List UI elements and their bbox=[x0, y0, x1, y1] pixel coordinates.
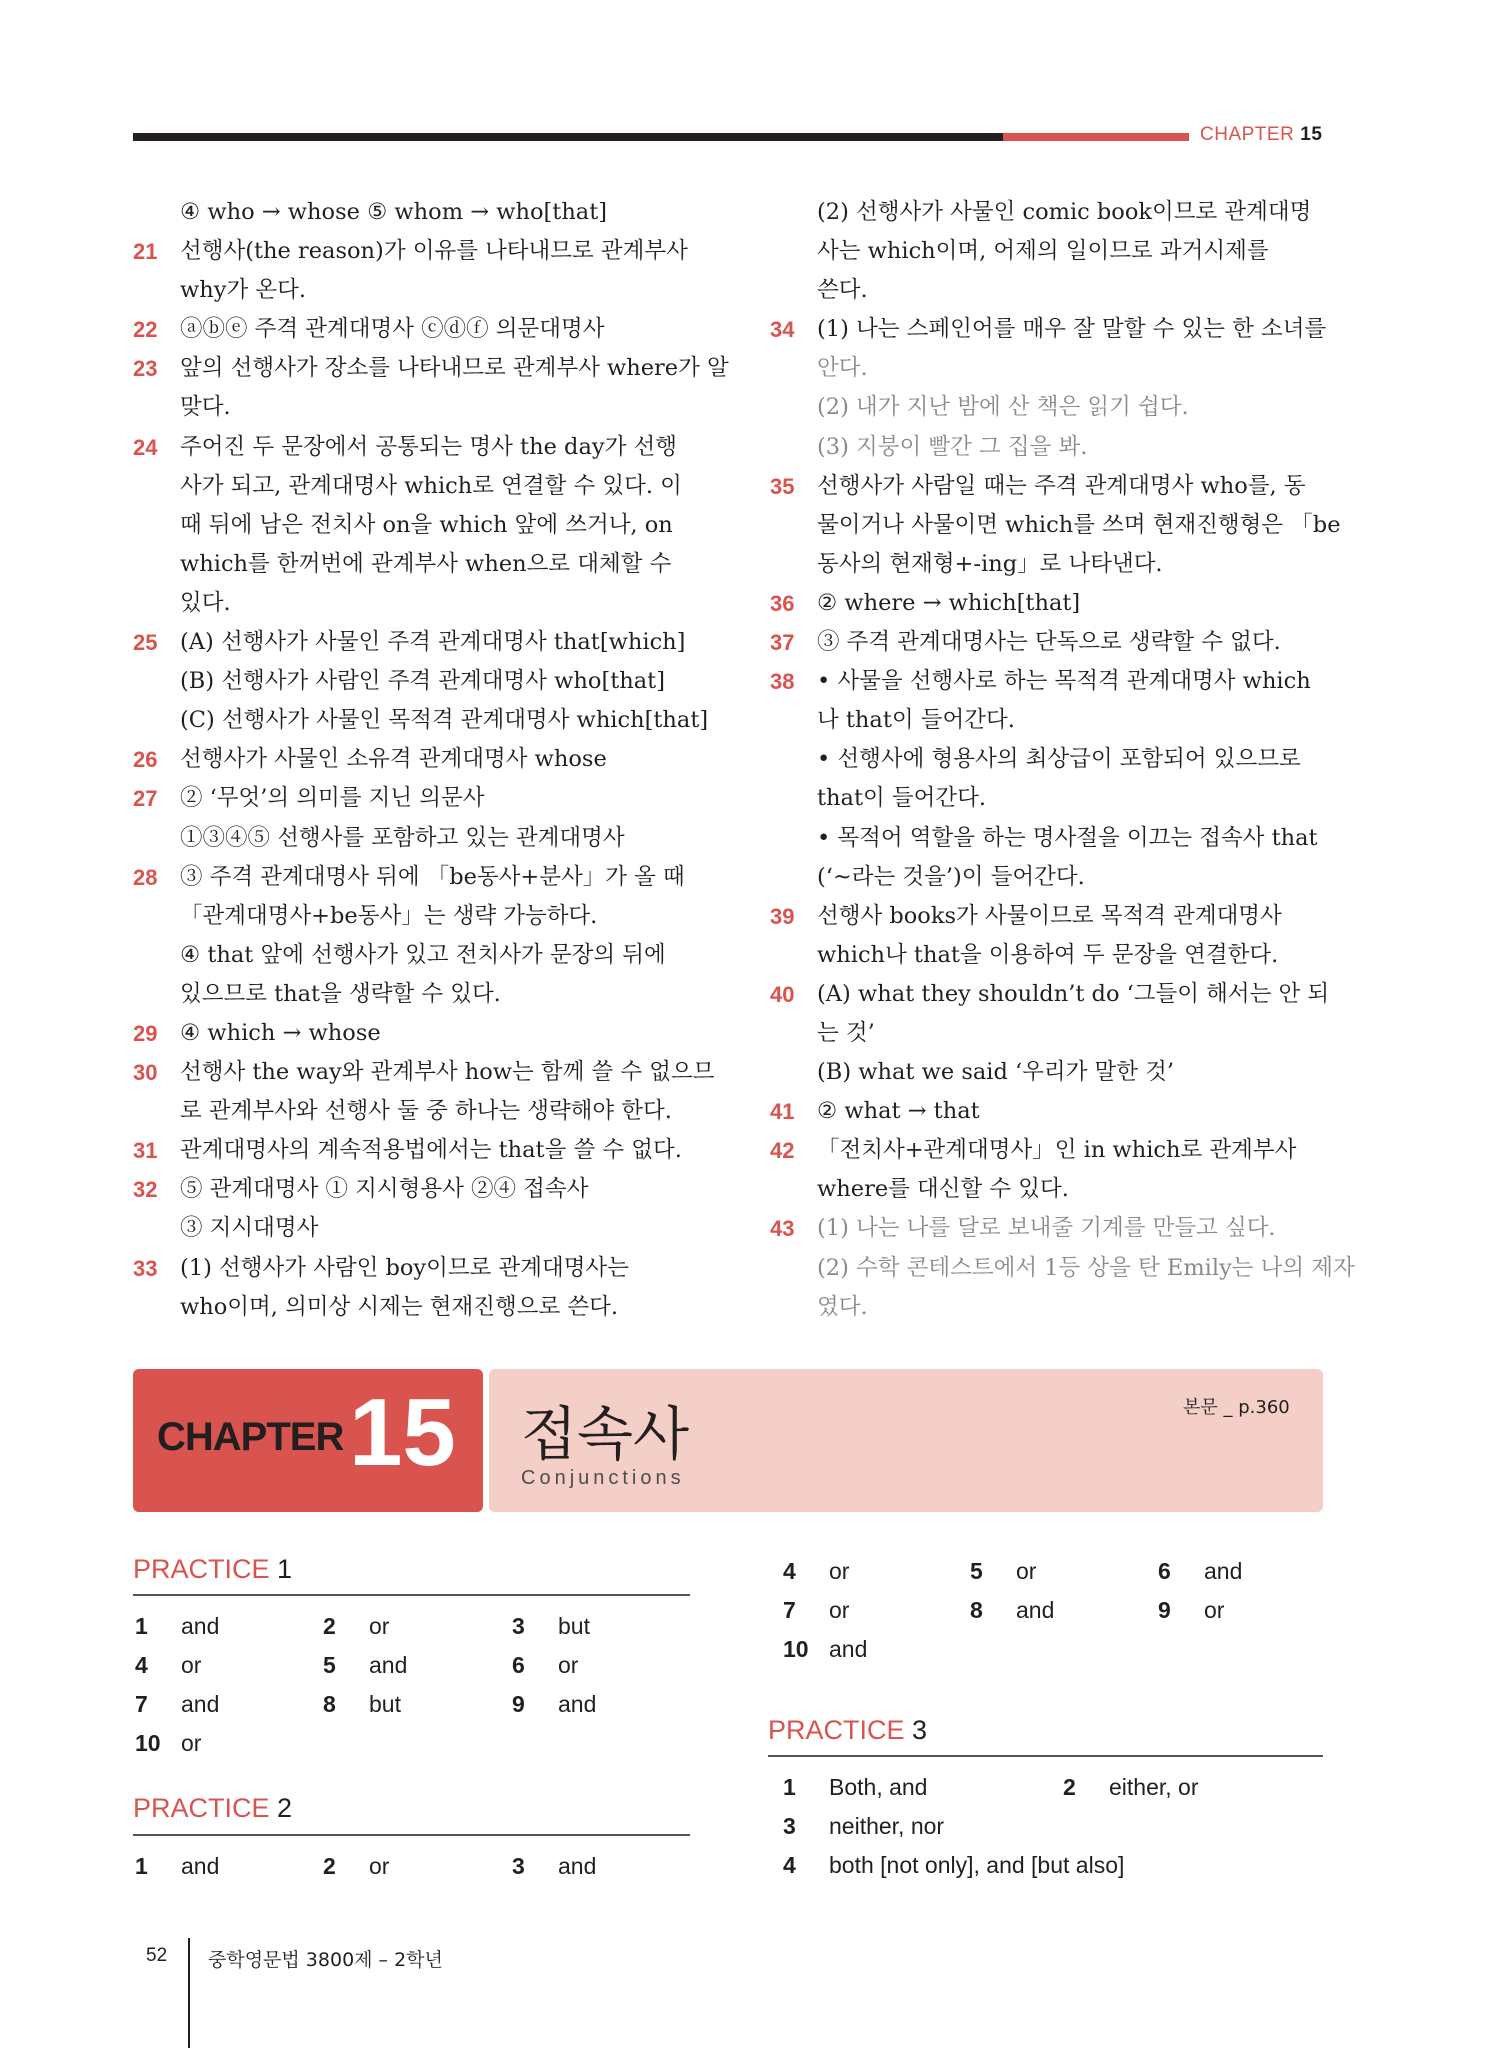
running-header-label: CHAPTER bbox=[1200, 124, 1295, 145]
answer-number: 25 bbox=[133, 630, 158, 656]
answer-line: 선행사 the way와 관계부사 how는 함께 쓸 수 없으므 bbox=[180, 1059, 715, 1086]
practice-answer-number: 4 bbox=[783, 1852, 796, 1878]
answer-line: 관계대명사의 계속적용법에서는 that을 쓸 수 없다. bbox=[180, 1137, 682, 1164]
answer-number: 40 bbox=[770, 981, 795, 1007]
practice-answer-text: and bbox=[181, 1853, 220, 1879]
answer-item bbox=[770, 662, 1330, 897]
practice-answer-text: or bbox=[181, 1730, 202, 1756]
practice-answer-number: 2 bbox=[323, 1613, 336, 1639]
answer-line: ② where → which[that] bbox=[817, 589, 1081, 616]
practice-answer bbox=[135, 1613, 219, 1640]
answer-item bbox=[770, 193, 1330, 310]
answer-line: ④ that 앞에 선행사가 있고 전치사가 문장의 뒤에 bbox=[180, 941, 666, 968]
practice-answer-number: 10 bbox=[783, 1636, 809, 1662]
answer-item bbox=[770, 1209, 1355, 1326]
answer-line: (C) 선행사가 사물인 목적격 관계대명사 which[that] bbox=[180, 707, 709, 734]
answer-line: 물이거나 사물이면 which를 쓰며 현재진행형은 「be bbox=[817, 511, 1341, 538]
answer-line: 있다. bbox=[180, 589, 231, 616]
answer-number: 38 bbox=[770, 669, 795, 695]
answer-line: where를 대신할 수 있다. bbox=[817, 1176, 1069, 1203]
practice-answer bbox=[783, 1852, 1124, 1879]
answer-line: which나 that을 이용하여 두 문장을 연결한다. bbox=[817, 941, 1279, 968]
practice2-title bbox=[133, 1793, 292, 1824]
practice-answer bbox=[323, 1691, 401, 1718]
answer-number: 24 bbox=[133, 434, 158, 460]
practice-answer-number: 4 bbox=[135, 1652, 148, 1678]
practice-answer bbox=[135, 1730, 201, 1757]
answer-number: 42 bbox=[770, 1138, 795, 1164]
footer-divider bbox=[188, 1938, 190, 2048]
practice-answer-text: either, or bbox=[1109, 1774, 1199, 1800]
answer-line: 나 that이 들어간다. bbox=[817, 707, 1015, 734]
practice-answer bbox=[970, 1558, 1036, 1585]
practice-answer-number: 3 bbox=[512, 1853, 525, 1879]
answer-item bbox=[133, 623, 709, 740]
answer-item bbox=[133, 232, 693, 310]
answer-line: • 목적어 역할을 하는 명사절을 이끄는 접속사 that bbox=[817, 824, 1318, 851]
practice-answer-text: or bbox=[558, 1652, 579, 1678]
chapter-title-box bbox=[489, 1369, 1323, 1512]
practice2-number: 2 bbox=[277, 1793, 293, 1823]
answer-line: 사는 which이며, 어제의 일이므로 과거시제를 bbox=[817, 238, 1269, 265]
answer-line: (1) 나는 스페인어를 매우 잘 말할 수 있는 한 소녀를 bbox=[817, 316, 1327, 343]
answer-line: 선행사가 사물인 소유격 관계대명사 whose bbox=[180, 746, 607, 773]
practice3-title bbox=[768, 1715, 927, 1746]
answer-line: ④ who → whose ⑤ whom → who[that] bbox=[180, 199, 608, 225]
answer-line: 쓴다. bbox=[817, 277, 868, 304]
practice-answer-text: and bbox=[1204, 1558, 1243, 1584]
answer-number: 35 bbox=[770, 473, 795, 499]
answer-item bbox=[133, 1249, 693, 1327]
practice-answer-number: 7 bbox=[135, 1691, 148, 1717]
practice-answer-text: or bbox=[1204, 1597, 1225, 1623]
answer-line: (A) 선행사가 사물인 주격 관계대명사 that[which] bbox=[180, 629, 686, 656]
answer-item bbox=[133, 428, 693, 623]
answer-line: 「전치사+관계대명사」인 in which로 관계부사 bbox=[817, 1137, 1297, 1164]
answer-number: 36 bbox=[770, 590, 795, 616]
answer-number: 32 bbox=[133, 1177, 158, 1203]
practice-answer-number: 10 bbox=[135, 1730, 161, 1756]
practice-answer bbox=[970, 1597, 1054, 1624]
answer-item bbox=[133, 1131, 693, 1170]
practice-answer bbox=[512, 1613, 590, 1640]
answer-line: 였다. bbox=[817, 1293, 868, 1320]
answer-number: 23 bbox=[133, 356, 158, 382]
answer-line: • 사물을 선행사로 하는 목적격 관계대명사 which bbox=[817, 668, 1311, 695]
answer-number: 29 bbox=[133, 1020, 158, 1046]
answer-item bbox=[133, 1053, 715, 1131]
practice-answer-number: 2 bbox=[323, 1853, 336, 1879]
answer-line: 선행사가 사람일 때는 주격 관계대명사 who를, 동 bbox=[817, 472, 1306, 499]
answer-line: ④ which → whose bbox=[180, 1019, 381, 1046]
answer-item bbox=[770, 1131, 1330, 1209]
practice-answer-number: 5 bbox=[323, 1652, 336, 1678]
book-title: 중학영문법 3800제 – 2학년 bbox=[208, 1949, 443, 1971]
practice3-rule bbox=[768, 1755, 1323, 1757]
answer-item bbox=[133, 740, 693, 779]
answer-line: ①③④⑤ 선행사를 포함하고 있는 관계대명사 bbox=[180, 824, 625, 851]
practice-answer-text: or bbox=[369, 1613, 390, 1639]
answer-line: 주어진 두 문장에서 공통되는 명사 the day가 선행 bbox=[180, 433, 677, 460]
practice-answer-number: 2 bbox=[1063, 1774, 1076, 1800]
practice-answer bbox=[783, 1813, 944, 1840]
answer-item bbox=[770, 1092, 1330, 1131]
left-answer-column bbox=[133, 193, 729, 1327]
answer-number: 33 bbox=[133, 1255, 158, 1281]
answer-line: 사가 되고, 관계대명사 which로 연결할 수 있다. 이 bbox=[180, 472, 682, 499]
practice-answer-number: 6 bbox=[1158, 1558, 1171, 1584]
answer-line: (1) 나는 나를 달로 보내줄 기계를 만들고 싶다. bbox=[817, 1215, 1276, 1242]
header-rule-accent bbox=[1003, 133, 1189, 141]
answer-line: (‘~라는 것을’)이 들어간다. bbox=[817, 863, 1085, 890]
practice-answer-text: and bbox=[181, 1613, 220, 1639]
practice-answer-text: and bbox=[558, 1691, 597, 1717]
answer-line: (B) what we said ‘우리가 말한 것’ bbox=[817, 1059, 1175, 1086]
running-header bbox=[1200, 124, 1322, 146]
practice-answer-text: and bbox=[181, 1691, 220, 1717]
practice-answer bbox=[135, 1652, 201, 1679]
practice-answer bbox=[1063, 1774, 1199, 1801]
practice-answer bbox=[323, 1652, 407, 1679]
practice-answer-number: 1 bbox=[783, 1774, 796, 1800]
practice-answer-text: or bbox=[181, 1652, 202, 1678]
answer-item bbox=[133, 349, 729, 427]
practice-answer-text: but bbox=[558, 1613, 590, 1639]
practice-answer bbox=[135, 1853, 219, 1880]
answer-number: 31 bbox=[133, 1138, 158, 1164]
answer-number: 28 bbox=[133, 864, 158, 890]
practice-answer bbox=[512, 1652, 578, 1679]
answer-line: ③ 지시대명사 bbox=[180, 1215, 319, 1242]
practice-answer bbox=[135, 1691, 219, 1718]
answer-line: 는 것’ bbox=[817, 1019, 875, 1046]
practice-answer-text: and bbox=[829, 1636, 868, 1662]
practice-answer-number: 7 bbox=[783, 1597, 796, 1623]
practice-answer bbox=[1158, 1597, 1224, 1624]
practice2-rule bbox=[133, 1834, 690, 1836]
answer-line: 맞다. bbox=[180, 394, 231, 421]
page-reference: 본문 _ p.360 bbox=[1183, 1397, 1290, 1418]
answer-line: 앞의 선행사가 장소를 나타내므로 관계부사 where가 알 bbox=[180, 355, 729, 382]
practice-answer-text: and bbox=[1016, 1597, 1055, 1623]
answer-item bbox=[770, 897, 1330, 975]
practice-answer bbox=[1158, 1558, 1242, 1585]
answer-item bbox=[770, 467, 1341, 584]
header-rule-dark bbox=[133, 133, 1003, 141]
answer-line: (2) 선행사가 사물인 comic book이므로 관계대명 bbox=[817, 199, 1312, 225]
practice-answer bbox=[512, 1853, 596, 1880]
practice-answer-number: 3 bbox=[512, 1613, 525, 1639]
practice-answer-text: but bbox=[369, 1691, 401, 1717]
practice1-number: 1 bbox=[277, 1554, 293, 1584]
answer-line: that이 들어간다. bbox=[817, 785, 986, 812]
answer-line: ③ 주격 관계대명사 뒤에 「be동사+분사」가 올 때 bbox=[180, 863, 685, 890]
answer-item bbox=[133, 1014, 693, 1053]
practice3-label: PRACTICE bbox=[768, 1715, 905, 1745]
practice-answer-text: and bbox=[558, 1853, 597, 1879]
answer-line: 동사의 현재형+-ing」로 나타낸다. bbox=[817, 550, 1163, 577]
practice-answer-number: 3 bbox=[783, 1813, 796, 1839]
answer-line: 있으므로 that을 생략할 수 있다. bbox=[180, 980, 501, 1007]
practice-answer-number: 9 bbox=[1158, 1597, 1171, 1623]
answer-item bbox=[133, 310, 693, 349]
practice-answer-number: 1 bbox=[135, 1613, 148, 1639]
practice-answer-text: or bbox=[829, 1558, 850, 1584]
practice-answer bbox=[783, 1558, 849, 1585]
answer-item bbox=[770, 623, 1330, 662]
practice-answer bbox=[323, 1853, 389, 1880]
chapter-label: CHAPTER bbox=[157, 1415, 344, 1459]
practice-answer-number: 5 bbox=[970, 1558, 983, 1584]
answer-line: 로 관계부사와 선행사 둘 중 하나는 생략해야 한다. bbox=[180, 1098, 672, 1125]
answer-line: who이며, 의미상 시제는 현재진행으로 쓴다. bbox=[180, 1293, 618, 1320]
answer-number: 30 bbox=[133, 1060, 158, 1086]
practice-answer-text: neither, nor bbox=[829, 1813, 945, 1839]
practice-answer-number: 4 bbox=[783, 1558, 796, 1584]
practice-answer-text: and bbox=[369, 1652, 408, 1678]
chapter-number: 15 bbox=[349, 1379, 456, 1486]
answer-item bbox=[133, 193, 693, 232]
page-number: 52 bbox=[146, 1945, 168, 1966]
answer-item bbox=[133, 779, 693, 857]
practice1-title bbox=[133, 1554, 292, 1585]
answer-line: (2) 내가 지난 밤에 산 책은 읽기 쉽다. bbox=[817, 394, 1189, 421]
answer-item bbox=[770, 310, 1330, 466]
practice-answer-number: 8 bbox=[323, 1691, 336, 1717]
practice3-number: 3 bbox=[912, 1715, 928, 1745]
right-answer-column bbox=[770, 193, 1355, 1327]
answer-line: (B) 선행사가 사람인 주격 관계대명사 who[that] bbox=[180, 668, 665, 695]
answer-line: (2) 수학 콘테스트에서 1등 상을 탄 Emily는 나의 제자 bbox=[817, 1254, 1355, 1281]
practice-answer bbox=[512, 1691, 596, 1718]
running-header-number: 15 bbox=[1300, 124, 1323, 145]
practice-answer-number: 8 bbox=[970, 1597, 983, 1623]
answer-number: 37 bbox=[770, 630, 795, 656]
practice-answer bbox=[323, 1613, 389, 1640]
answer-line: ⑤ 관계대명사 ① 지시형용사 ②④ 접속사 bbox=[180, 1176, 589, 1203]
answer-item bbox=[770, 975, 1330, 1092]
answer-line: 「관계대명사+be동사」는 생략 가능하다. bbox=[180, 902, 598, 929]
answer-line: ② ‘무엇’의 의미를 지닌 의문사 bbox=[180, 785, 485, 812]
answer-number: 26 bbox=[133, 747, 158, 773]
chapter-number-box bbox=[133, 1369, 483, 1512]
practice-answer-text: or bbox=[829, 1597, 850, 1623]
answer-number: 27 bbox=[133, 786, 158, 812]
practice-answer-number: 1 bbox=[135, 1853, 148, 1879]
answer-item bbox=[133, 1170, 693, 1248]
chapter-title-korean: 접속사 bbox=[521, 1400, 690, 1468]
answer-line: 선행사(the reason)가 이유를 나타내므로 관계부사 bbox=[180, 238, 688, 265]
answer-item bbox=[770, 584, 1330, 623]
answer-number: 43 bbox=[770, 1216, 795, 1242]
practice2-label: PRACTICE bbox=[133, 1793, 270, 1823]
practice-answer-text: Both, and bbox=[829, 1774, 928, 1800]
answer-line: (A) what they shouldn’t do ‘그들이 해서는 안 되 bbox=[817, 980, 1330, 1007]
answer-line: • 선행사에 형용사의 최상급이 포함되어 있으므로 bbox=[817, 746, 1301, 773]
answer-number: 39 bbox=[770, 903, 795, 929]
answer-line: why가 온다. bbox=[180, 277, 306, 304]
answer-line: 안다. bbox=[817, 355, 868, 382]
practice-answer-text: or bbox=[1016, 1558, 1037, 1584]
answer-line: 때 뒤에 남은 전치사 on을 which 앞에 쓰거나, on bbox=[180, 511, 673, 538]
practice-answer bbox=[783, 1636, 867, 1663]
practice-answer bbox=[783, 1597, 849, 1624]
answer-line: ③ 주격 관계대명사는 단독으로 생략할 수 없다. bbox=[817, 629, 1281, 656]
practice-answer-number: 6 bbox=[512, 1652, 525, 1678]
practice-answer-number: 9 bbox=[512, 1691, 525, 1717]
practice1-label: PRACTICE bbox=[133, 1554, 270, 1584]
answer-number: 41 bbox=[770, 1099, 795, 1125]
practice-answer bbox=[783, 1774, 927, 1801]
answer-number: 34 bbox=[770, 317, 795, 343]
answer-line: (3) 지붕이 빨간 그 집을 봐. bbox=[817, 433, 1088, 460]
practice-answer-text: or bbox=[369, 1853, 390, 1879]
answer-number: 21 bbox=[133, 239, 158, 265]
answer-line: which를 한꺼번에 관계부사 when으로 대체할 수 bbox=[180, 550, 672, 577]
answer-line: ② what → that bbox=[817, 1098, 980, 1125]
chapter-title-english: Conjunctions bbox=[521, 1467, 685, 1489]
answer-line: 선행사 books가 사물이므로 목적격 관계대명사 bbox=[817, 902, 1282, 929]
answer-item bbox=[133, 858, 693, 1014]
answer-line: ⓐⓑⓔ 주격 관계대명사 ⓒⓓⓕ 의문대명사 bbox=[180, 316, 605, 343]
practice-answer-text: both [not only], and [but also] bbox=[829, 1852, 1125, 1878]
answer-line: (1) 선행사가 사람인 boy이므로 관계대명사는 bbox=[180, 1254, 629, 1281]
practice1-rule bbox=[133, 1594, 690, 1596]
answer-number: 22 bbox=[133, 317, 158, 343]
